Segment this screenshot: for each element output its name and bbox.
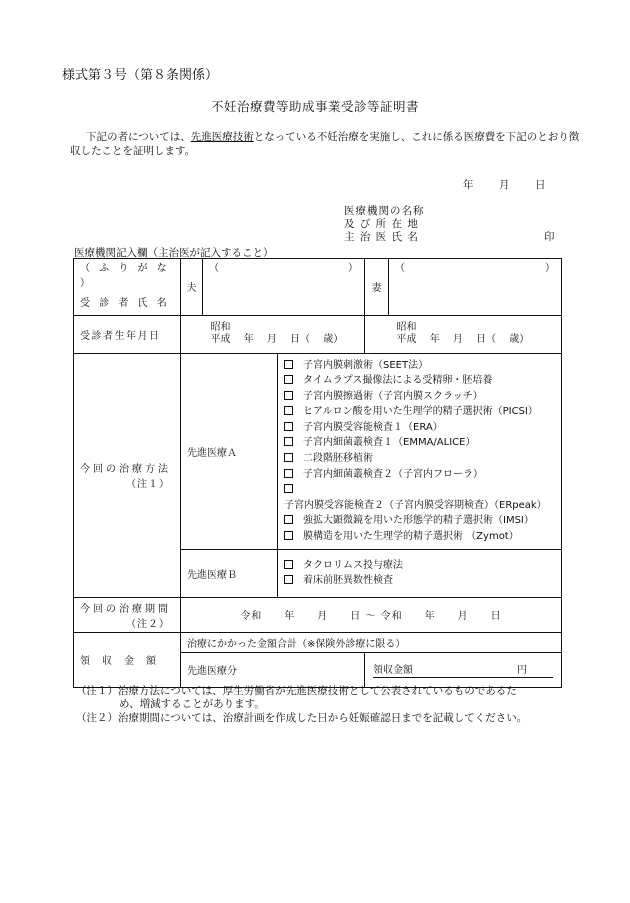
intro-text — [70, 130, 580, 158]
document-title: 不妊治療費等助成事業受診等証明書 — [210, 99, 419, 114]
husband-name-cell[interactable] — [203, 289, 365, 315]
note2-ref: （注２） — [126, 618, 170, 630]
husband-birthdate-cell[interactable] — [203, 315, 365, 353]
note1-ref: （注１） — [126, 479, 170, 491]
era-heisei: 平成 — [396, 334, 417, 345]
intro-underlined: 先進医療技術 — [190, 131, 254, 143]
checkbox[interactable] — [284, 360, 293, 369]
intro-post: となっている不妊治療を実施し、これに係る医療費を下記のとおり徴収したことを証明します。 — [70, 131, 580, 157]
section-caption: 医療機関記入欄（主治医が記入すること） — [74, 247, 274, 259]
adv-a-item[interactable]: 膜構造を用いた生理学的精子選択術 （Zymot） — [284, 529, 561, 545]
date-day: 日 — [535, 179, 546, 191]
checkbox[interactable] — [284, 515, 293, 524]
treatment-method-label — [74, 353, 181, 597]
checkbox[interactable] — [284, 531, 293, 540]
adv-b-label: 先進医療Ｂ — [181, 549, 278, 597]
adv-a-item[interactable]: 二段階胚移植術 — [284, 451, 561, 467]
adv-a-item[interactable]: 強拡大顕微鏡を用いた形態学的精子選択術（IMSI） — [284, 513, 561, 529]
note-1-line-2: め、増減することがあります。 — [119, 698, 265, 710]
paren-close: ） — [348, 263, 358, 274]
institution-name-label: 医療機関の名称 — [344, 205, 425, 217]
checkbox[interactable] — [284, 437, 293, 446]
period-label-main: 今回の治療期間 — [80, 603, 171, 615]
adv-a-item[interactable]: ヒアルロン酸を用いた生理学的精子選択術（PICSI） — [284, 404, 561, 420]
intro-pre: 下記の者については、 — [86, 131, 191, 143]
wife-birthdate-cell[interactable] — [389, 315, 562, 353]
husband-label: 夫 — [181, 259, 203, 316]
total-amount-label: 治療にかかった金額合計（※保険外診療に限る） — [181, 632, 562, 652]
husband-furigana-cell[interactable] — [203, 259, 365, 290]
adv-a-checklist — [278, 353, 562, 549]
certificate-form-table — [73, 258, 562, 688]
checkbox[interactable] — [284, 575, 293, 584]
adv-a-item[interactable]: 子宮内膜擦過術（子宮内膜スクラッチ） — [284, 389, 561, 405]
yen-unit: 円 — [517, 665, 527, 677]
amount-label: 領 収 金 額 — [74, 632, 181, 687]
adv-b-checklist — [278, 549, 562, 597]
form-number: 様式第３号（第８条関係） — [62, 68, 219, 83]
wife-label: 妻 — [365, 259, 389, 316]
treatment-period-label — [74, 597, 181, 632]
adv-a-item[interactable]: タイムラプス撮像法による受精卵・胚培養 — [284, 373, 561, 389]
note-1-line-1: （注１）治療方法については、厚生労働省が先進医療技術として公表されているものであるた — [76, 685, 517, 697]
checkbox[interactable] — [284, 375, 293, 384]
checkbox[interactable] — [284, 560, 293, 569]
adv-a-item[interactable]: 子宮内膜受容能検査１（ERA） — [284, 420, 561, 436]
adv-b-item[interactable]: 着床前胚異数性検査 — [284, 573, 561, 589]
era-showa: 昭和 — [210, 322, 231, 333]
institution-address-label: 及 び 所 在 地 — [344, 218, 419, 230]
wife-name-cell[interactable] — [389, 289, 562, 315]
adv-a-item[interactable]: 子宮内細菌叢検査２（子宮内フローラ） — [284, 467, 561, 483]
birthdate-label: 受診者生年月日 — [74, 315, 181, 353]
treatment-label-main: 今回の治療方法 — [80, 464, 171, 476]
checkbox[interactable] — [284, 391, 293, 400]
adv-portion-label: 先進医療分 — [181, 652, 365, 687]
doctor-name-label: 主 治 医 氏 名 — [344, 231, 419, 243]
paren-close: ） — [545, 263, 555, 274]
patient-name-label: 受 診 者 氏 名 — [74, 289, 181, 315]
checkbox[interactable] — [284, 406, 293, 415]
seal-mark: 印 — [544, 231, 555, 243]
wife-furigana-cell[interactable] — [389, 259, 562, 290]
checkbox[interactable] — [284, 453, 293, 462]
receipt-amount-label: 領収金額 — [373, 665, 413, 677]
adv-a-item[interactable]: 子宮内膜刺激術（SEET法） — [284, 358, 561, 374]
adv-a-item[interactable]: 子宮内膜受容能検査２（子宮内膜受容期検査）（ERpeak） — [284, 482, 561, 513]
checkbox[interactable] — [284, 484, 293, 493]
treatment-period-value[interactable]: 令和 年 月 日 ～ 令和 年 月 日 — [181, 597, 562, 632]
receipt-amount-cell[interactable] — [365, 652, 562, 687]
date-year: 年 — [463, 179, 474, 191]
birth-fields: 年 月 日（ 歳） — [429, 334, 530, 345]
adv-a-item[interactable]: 子宮内細菌叢検査１（EMMA/ALICE） — [284, 435, 561, 451]
note-2: （注２）治療期間については、治療計画を作成した日から妊娠確認日までを記載してください。 — [76, 712, 528, 724]
furigana-label: （ ふ り が な ） — [74, 259, 181, 290]
paren-open: （ — [395, 263, 405, 274]
adv-b-item[interactable]: タクロリムス投与療法 — [284, 558, 561, 574]
notes — [76, 685, 527, 725]
era-showa: 昭和 — [396, 322, 417, 333]
paren-open: （ — [209, 263, 219, 274]
birth-fields: 年 月 日（ 歳） — [243, 334, 344, 345]
checkbox[interactable] — [284, 422, 293, 431]
adv-a-label: 先進医療Ａ — [181, 353, 278, 549]
era-heisei: 平成 — [210, 334, 231, 345]
checkbox[interactable] — [284, 469, 293, 478]
date-month: 月 — [499, 179, 510, 191]
